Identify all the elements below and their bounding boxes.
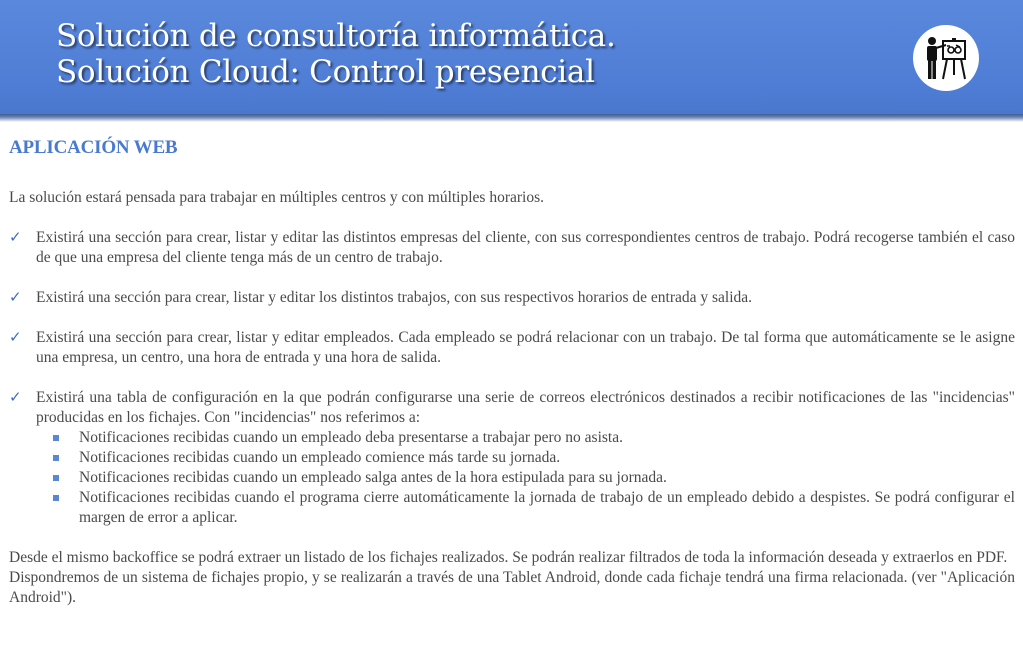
title-line-1: Solución de consultoría informática.	[56, 18, 616, 54]
checklist-item	[9, 328, 1015, 368]
list-item-text: Notificaciones recibidas cuando el programa cierre automáticamente la jornada de trabajo de un empleado debido a despistes. Se podrá configurar el margen de error a aplicar.	[79, 489, 1015, 526]
presenter-board-icon	[923, 35, 969, 81]
list-item-text: Notificaciones recibidas cuando un empleado salga antes de la hora estipulada para su jornada.	[79, 469, 667, 486]
list-item-text: Notificaciones recibidas cuando un empleado deba presentarse a trabajar pero no asista.	[79, 429, 623, 446]
square-bullet-icon	[53, 435, 59, 441]
checklist-item-text: Existirá una sección para crear, listar y editar empleados. Cada empleado se podrá relacionar con un trabajo. De tal forma que automáticamente se le asigne una empresa, un centro, una hora de entrada y una hora de salida.	[36, 329, 1015, 366]
checklist-item	[9, 388, 1015, 528]
checklist-item	[9, 228, 1015, 268]
checklist-item-text: Existirá una tabla de configuración en la que podrán configurarse una serie de correos electrónicos destinados a recibir notificaciones de las "incidencias" producidas en los fichajes. Con "incidencias" nos referimos a:	[36, 389, 1015, 426]
list-item	[9, 448, 1015, 468]
list-item	[9, 468, 1015, 488]
list-item	[9, 428, 1015, 448]
checkmark-icon: ✓	[9, 388, 22, 406]
closing-paragraph-1: Desde el mismo backoffice se podrá extraer un listado de los fichajes realizados. Se podrán realizar filtrados de toda la información deseada y extraerlos en PDF.	[9, 549, 1008, 566]
section-title: APLICACIÓN WEB	[9, 137, 178, 158]
square-bullet-icon	[53, 475, 59, 481]
square-bullet-icon	[53, 495, 59, 501]
slide-content	[9, 136, 1015, 608]
header-shadow	[0, 114, 1023, 122]
checklist-item-text: Existirá una sección para crear, listar y editar los distintos trabajos, con sus respectivos horarios de entrada y salida.	[36, 289, 753, 306]
intro-paragraph: La solución estará pensada para trabajar en múltiples centros y con múltiples horarios.	[9, 189, 544, 206]
square-bullet-icon	[53, 455, 59, 461]
checkmark-icon: ✓	[9, 328, 22, 346]
list-item-text: Notificaciones recibidas cuando un empleado comience más tarde su jornada.	[79, 449, 561, 466]
title-line-2: Solución Cloud: Control presencial	[56, 54, 595, 90]
presenter-logo	[913, 25, 979, 91]
notification-list	[36, 428, 1015, 528]
slide-title	[56, 18, 616, 90]
checkmark-icon: ✓	[9, 228, 22, 246]
checkmark-icon: ✓	[9, 288, 22, 306]
list-item	[9, 488, 1015, 528]
checklist-item-text: Existirá una sección para crear, listar y editar las distintos empresas del cliente, con sus correspondientes centros de trabajo. Podrá recogerse también el caso de que una empresa del cliente tenga más de un centro de trabajo.	[36, 229, 1015, 266]
checklist-item	[9, 288, 1015, 308]
closing-paragraph-2: Dispondremos de un sistema de fichajes propio, y se realizarán a través de una Tablet Android, donde cada fichaje tendrá una firma relacionada. (ver "Aplicación Android").	[9, 569, 1015, 606]
